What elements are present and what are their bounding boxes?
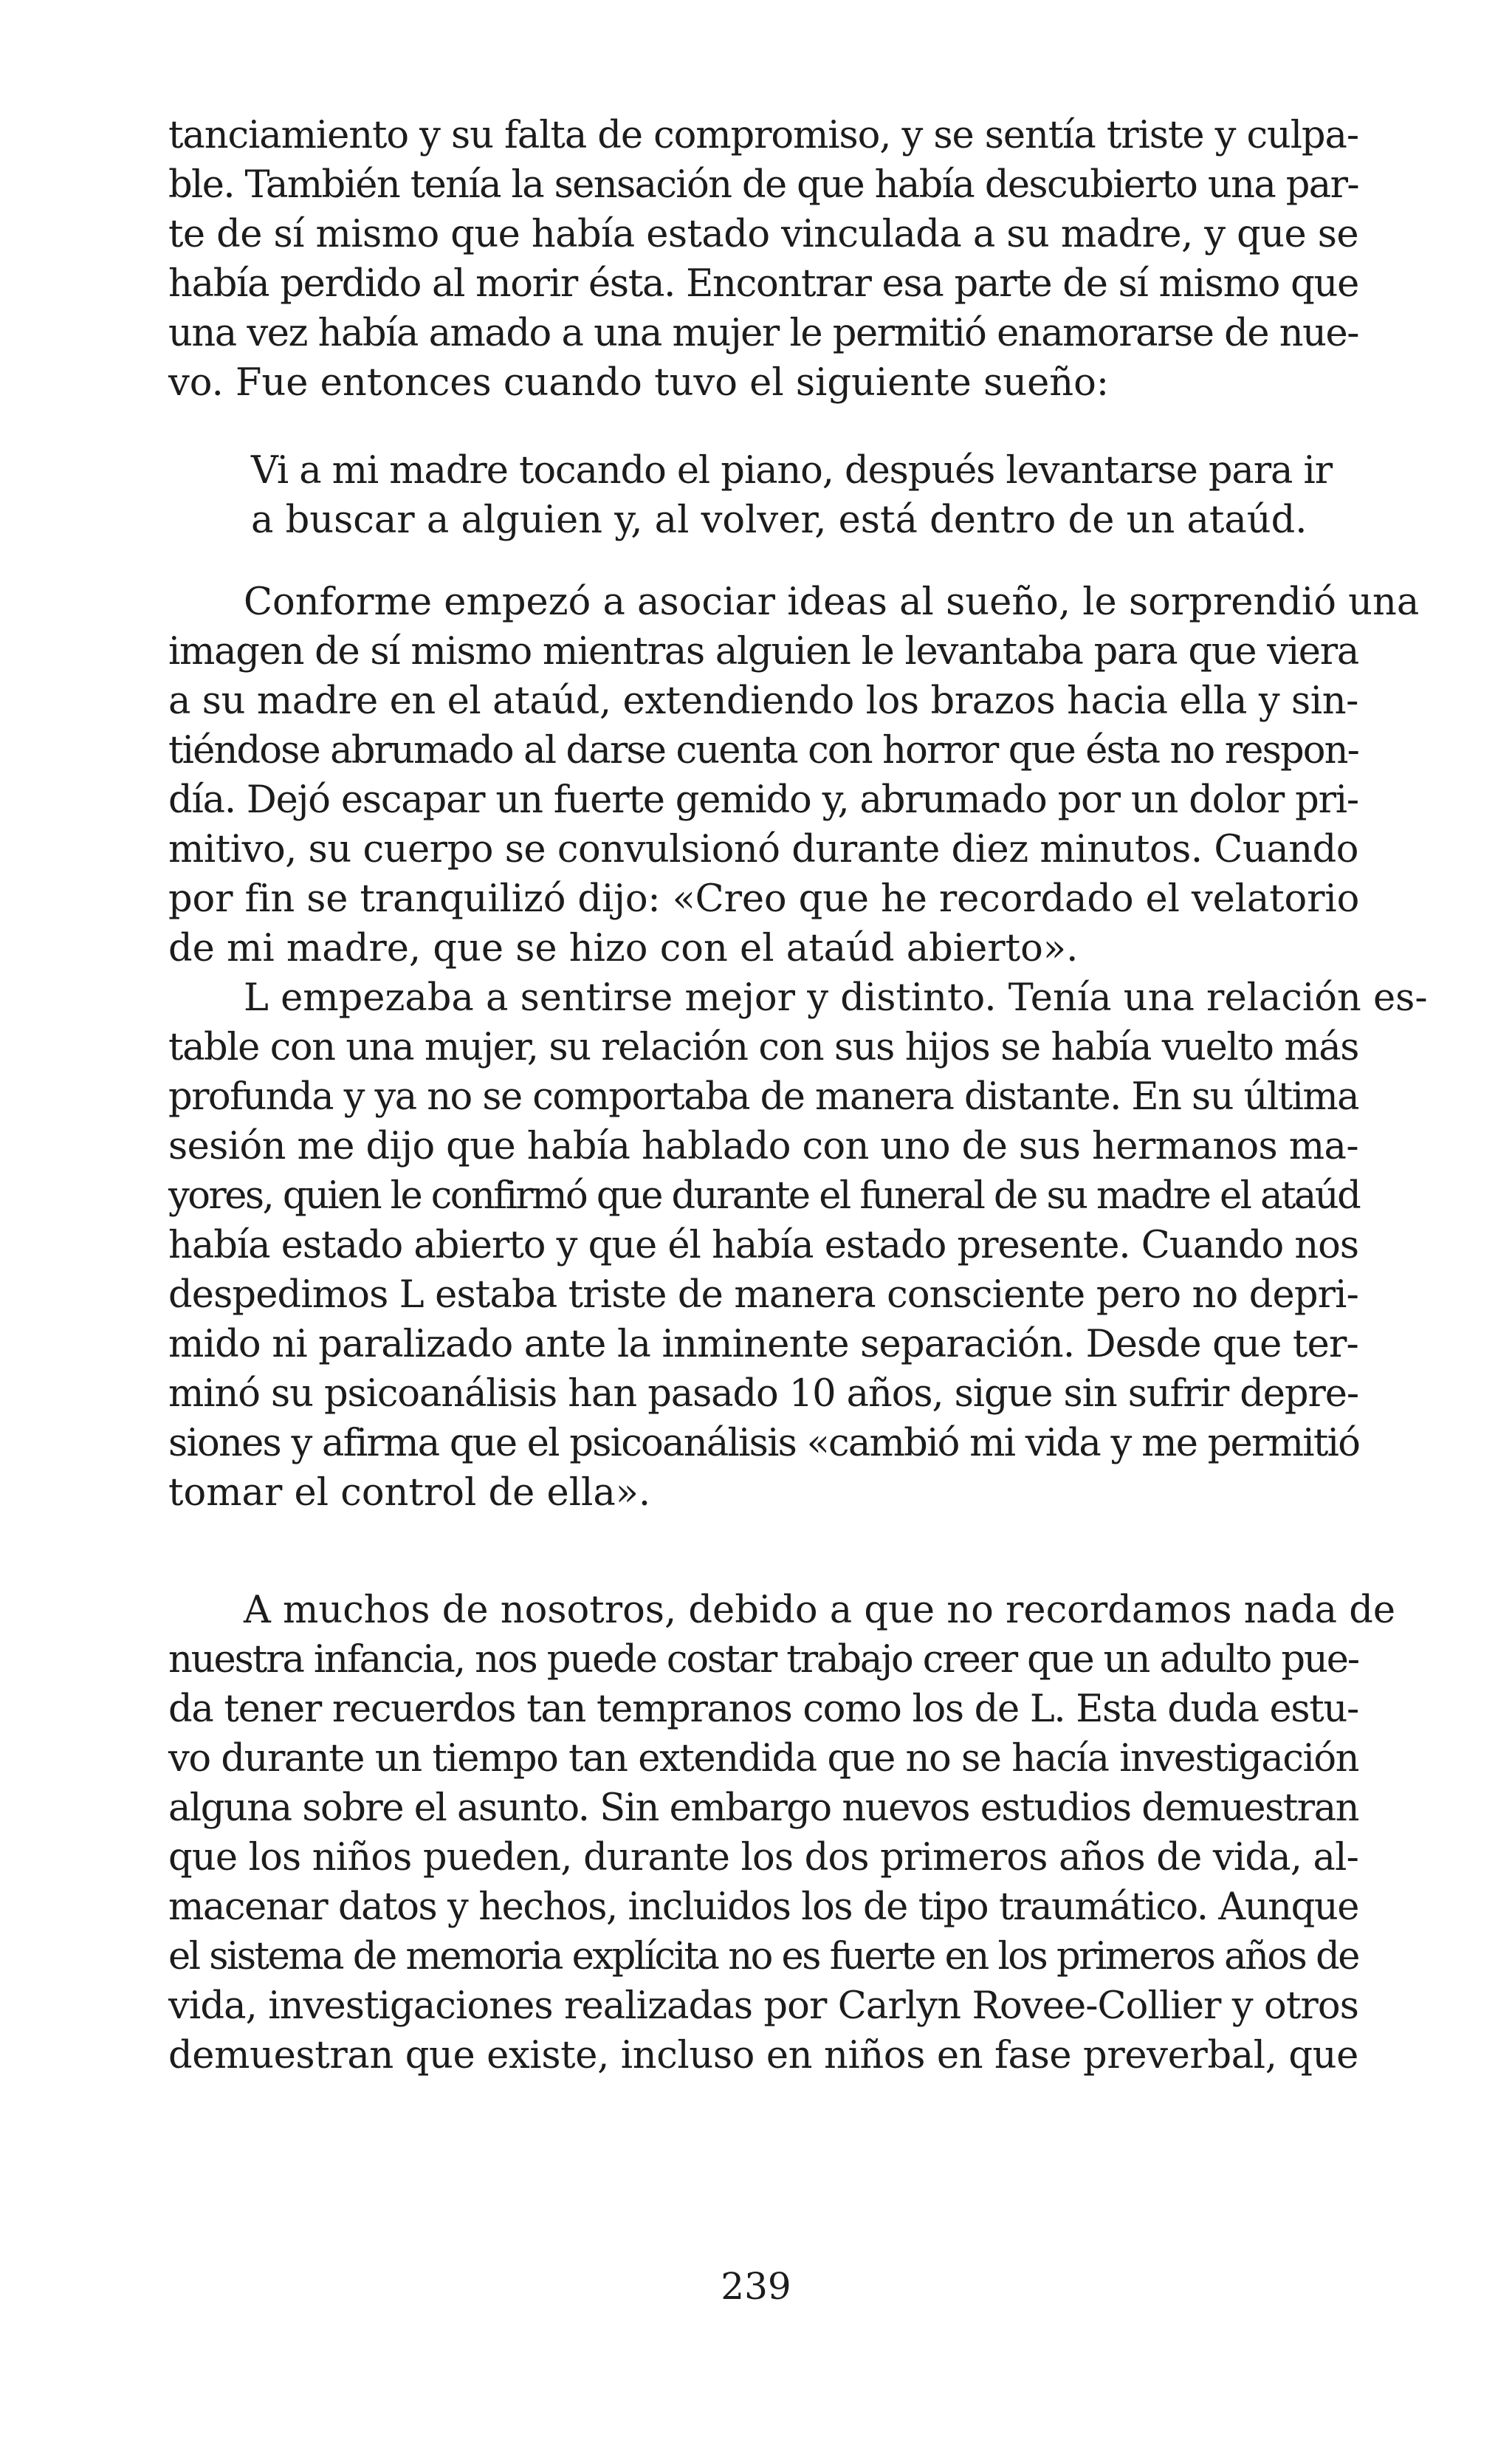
text-line: de mi madre, que se hizo con el ataúd abierto».	[168, 927, 1079, 970]
text-line: A muchos de nosotros, debido a que no recordamos nada de	[244, 1589, 1396, 1632]
text-line: vo. Fue entonces cuando tuvo el siguiente sueño:	[168, 361, 1110, 405]
paragraph-continuation	[168, 111, 1358, 408]
text-line: vo durante un tiempo tan extendida que no se hacía investigación	[168, 1737, 1358, 1781]
text-line: macenar datos y hechos, incluidos los de tipo traumático. Aunque	[168, 1885, 1358, 1929]
quote-line: Vi a mi madre tocando el piano, después levantarse para ir	[251, 449, 1332, 493]
text-line: tanciamiento y su falta de compromiso, y se sentía triste y culpa-	[168, 114, 1358, 157]
text-line: mitivo, su cuerpo se convulsionó durante diez minutos. Cuando	[168, 828, 1358, 871]
text-line: que los niños pueden, durante los dos primeros años de vida, al-	[168, 1836, 1358, 1879]
paragraph-outcome	[168, 973, 1428, 1518]
text-line: tomar el control de ella».	[168, 1471, 651, 1515]
dream-quote	[251, 446, 1332, 545]
text-line: había estado abierto y que él había estado presente. Cuando nos	[168, 1224, 1358, 1267]
text-line: por fin se tranquilizó dijo: «Creo que he recordado el velatorio	[168, 877, 1360, 921]
text-line: da tener recuerdos tan tempranos como los de L. Esta duda estu-	[168, 1687, 1358, 1731]
text-line: una vez había amado a una mujer le permitió enamorarse de nue-	[168, 312, 1358, 355]
text-line: Conforme empezó a asociar ideas al sueño, le sorprendió una	[244, 580, 1420, 624]
paragraph-early-memory	[168, 1586, 1396, 2080]
text-line: ble. También tenía la sensación de que había descubierto una par-	[168, 163, 1358, 207]
book-page	[168, 111, 1428, 2080]
text-line: mido ni paralizado ante la inminente separación. Desde que ter-	[168, 1323, 1358, 1366]
text-line: a su madre en el ataúd, extendiendo los brazos hacia ella y sin-	[168, 679, 1358, 723]
text-line: yores, quien le confirmó que durante el funeral de su madre el ataúd	[168, 1174, 1360, 1218]
text-line: table con una mujer, su relación con sus hijos se había vuelto más	[168, 1026, 1359, 1069]
text-line: te de sí mismo que había estado vinculada a su madre, y que se	[168, 213, 1359, 256]
text-line: alguna sobre el asunto. Sin embargo nuevos estudios demuestran	[168, 1786, 1358, 1830]
text-line: nuestra infancia, nos puede costar trabajo creer que un adulto pue-	[168, 1638, 1358, 1682]
spacer	[168, 1518, 1358, 1586]
text-line: minó su psicoanálisis han pasado 10 años, sigue sin sufrir depre-	[168, 1372, 1358, 1416]
paragraph-dream-association	[168, 578, 1420, 973]
text-line: despedimos L estaba triste de manera consciente pero no depri-	[168, 1273, 1358, 1317]
text-line: había perdido al morir ésta. Encontrar esa parte de sí mismo que	[168, 262, 1358, 306]
text-line: imagen de sí mismo mientras alguien le levantaba para que viera	[168, 630, 1358, 674]
text-line: el sistema de memoria explícita no es fuerte en los primeros años de	[168, 1935, 1358, 1978]
spacer	[168, 545, 1358, 578]
text-line: siones y afirma que el psicoanálisis «cambió mi vida y me permitió	[168, 1422, 1360, 1465]
spacer	[168, 408, 1358, 446]
text-line: vida, investigaciones realizadas por Carlyn Rovee-Collier y otros	[168, 1984, 1358, 2028]
text-line: tiéndose abrumado al darse cuenta con horror que ésta no respon-	[168, 729, 1358, 772]
page-number: 239	[721, 2265, 791, 2308]
quote-line: a buscar a alguien y, al volver, está dentro de un ataúd.	[251, 498, 1307, 542]
text-line: día. Dejó escapar un fuerte gemido y, abrumado por un dolor pri-	[168, 778, 1358, 822]
text-line: demuestran que existe, incluso en niños en fase preverbal, que	[168, 2034, 1358, 2077]
text-line: profunda y ya no se comportaba de manera distante. En su última	[168, 1075, 1358, 1119]
text-line: sesión me dijo que había hablado con uno de sus hermanos ma-	[168, 1125, 1358, 1168]
text-line: L empezaba a sentirse mejor y distinto. Tenía una relación es-	[244, 976, 1428, 1020]
